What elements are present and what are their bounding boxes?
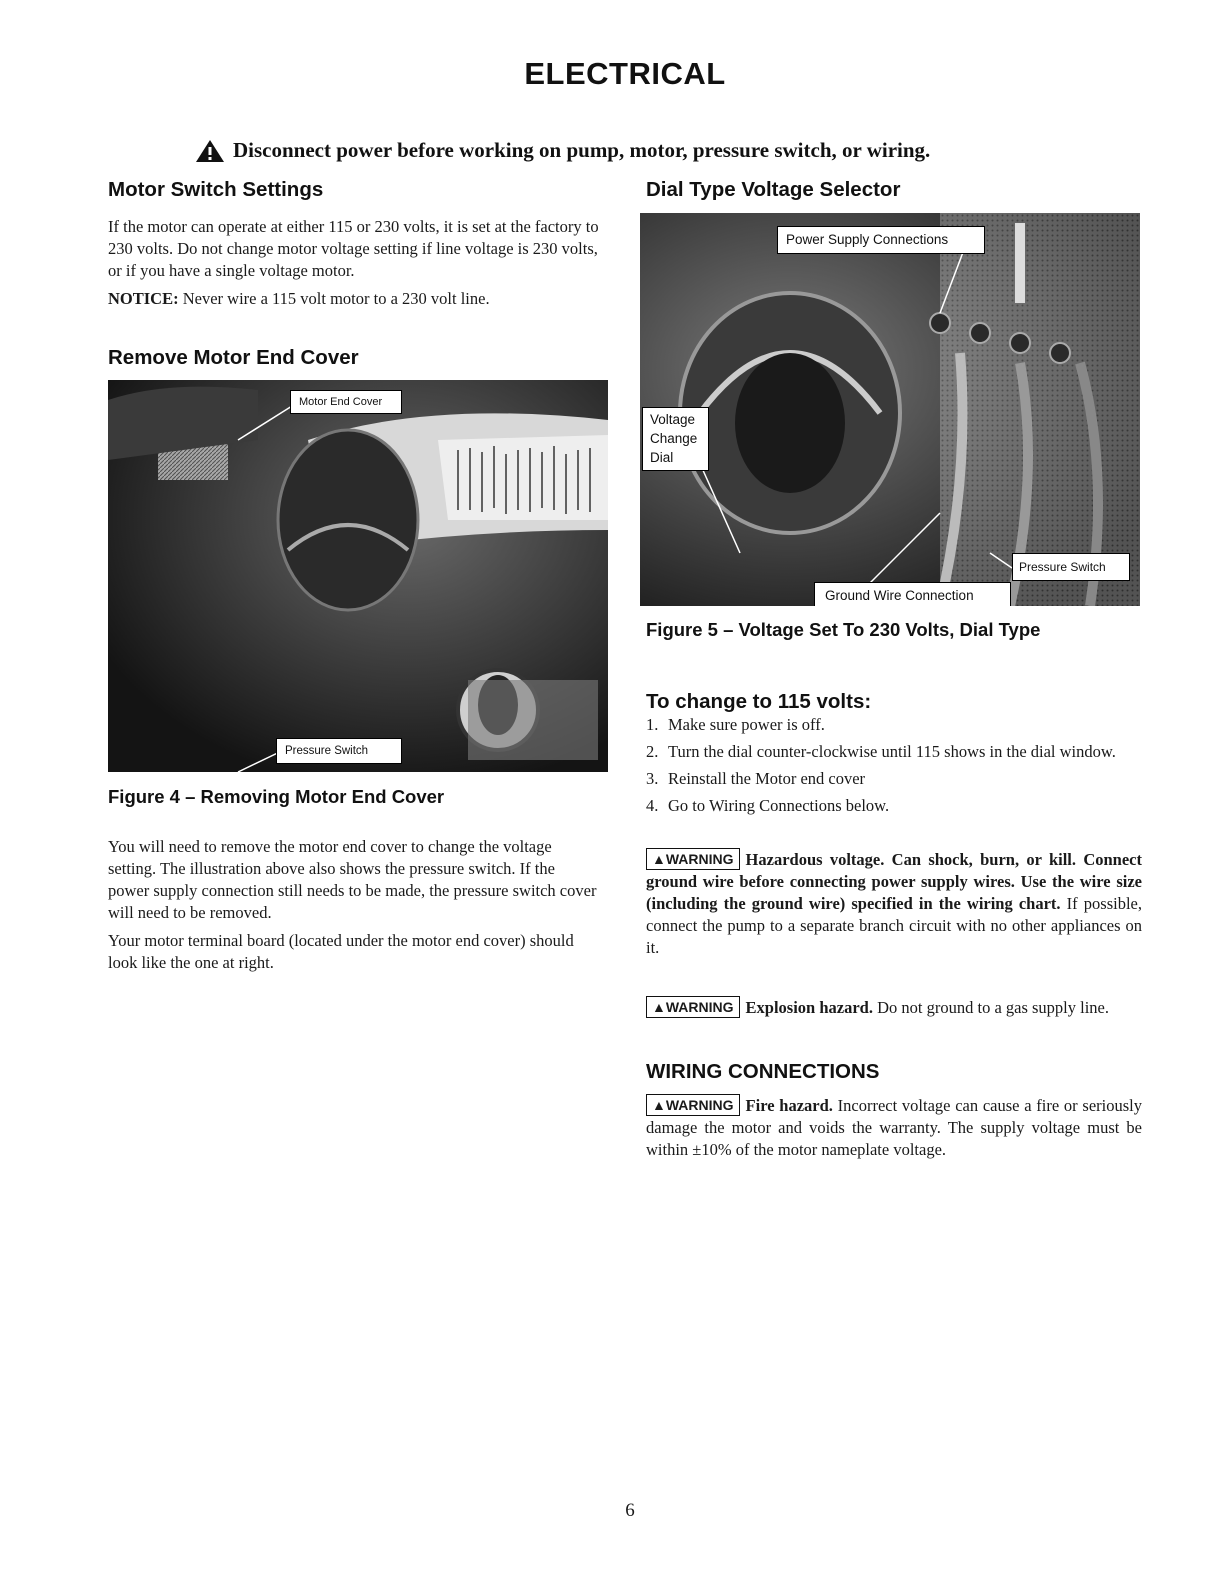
label-pressure-switch: Pressure Switch: [276, 738, 402, 764]
motor-switch-paragraph: If the motor can operate at either 115 or 230 volts, it is set at the factory to 230 volts. Do not change motor voltage setting if line voltage is 230 volts, or if you have a single voltage motor.: [108, 217, 599, 280]
dial-selector-heading: Dial Type Voltage Selector: [646, 178, 901, 201]
warning-3-text: Incorrect voltage can cause a fire or seriously damage the motor and voids the warranty. The supply voltage must be within ±10% of the motor nameplate voltage.: [646, 1096, 1142, 1159]
remove-cover-heading: Remove Motor End Cover: [108, 346, 359, 369]
change-115-steps: [646, 714, 1141, 822]
warning-1: [646, 848, 1142, 959]
step-item: [646, 795, 1141, 817]
danger-notice-text: Disconnect power before working on pump, motor, pressure switch, or wiring.: [233, 138, 931, 162]
label-pressure-switch-5: Pressure Switch: [1012, 553, 1130, 581]
label-ground-wire: Ground Wire Connection: [814, 582, 1011, 606]
figure-5-caption: Figure 5 – Voltage Set To 230 Volts, Dial Type: [646, 619, 1041, 640]
warning-badge-text: WARNING: [665, 999, 734, 1015]
motor-switch-heading: Motor Switch Settings: [108, 178, 324, 201]
change-115-heading: To change to 115 volts:: [646, 690, 872, 713]
warning-badge: ▲WARNING: [646, 1094, 740, 1116]
step-number: 4.: [646, 796, 659, 815]
figure-4-caption: Figure 4 – Removing Motor End Cover: [108, 786, 445, 807]
step-text: Reinstall the Motor end cover: [668, 769, 866, 788]
page-number: 6: [625, 1500, 635, 1521]
warning-1-bold: Hazardous voltage. Can shock, burn, or kill. Connect ground wire before connecting power supply wires. Use the wire size (including the ground wire) specified in the wiring chart.: [646, 850, 1142, 913]
warning-badge-text: WARNING: [665, 851, 734, 867]
warning-2-text: Do not ground to a gas supply line.: [872, 998, 1110, 1017]
label-voltage-dial: Voltage Change Dial: [642, 407, 709, 471]
step-number: 3.: [646, 769, 659, 788]
step-item: [646, 768, 1141, 790]
motor-photo-illustration: [108, 380, 608, 772]
step-text: Make sure power is off.: [668, 715, 825, 734]
figure-5-photo: [640, 213, 1140, 606]
dial-photo-illustration: [640, 213, 1140, 606]
warning-badge: ▲WARNING: [646, 848, 740, 870]
notice-text: Never wire a 115 volt motor to a 230 volt line.: [182, 289, 490, 308]
figure-4-photo: [108, 380, 608, 772]
motor-switch-section: [108, 216, 600, 316]
remove-cover-paragraph-1: You will need to remove the motor end cover to change the voltage setting. The illustration above also shows the pressure switch. If the power supply connection still needs to be made, the pressure switch cover will need to be removed.: [108, 837, 597, 922]
remove-cover-paragraph-2: Your motor terminal board (located under the motor end cover) should look like the one at right.: [108, 931, 574, 972]
step-text: Turn the dial counter-clockwise until 115 shows in the dial window.: [668, 742, 1116, 761]
warning-3-bold: Fire hazard.: [745, 1096, 833, 1115]
danger-notice: [195, 138, 930, 163]
label-motor-end-cover: Motor End Cover: [290, 390, 402, 414]
page-title: ELECTRICAL: [524, 56, 726, 91]
warning-triangle-icon: [195, 139, 225, 163]
warning-3: [646, 1094, 1142, 1161]
step-item: [646, 714, 1141, 736]
notice-label: NOTICE:: [108, 289, 179, 308]
warning-1-text: If possible, connect the pump to a separate branch circuit with no other appliances on it.: [646, 894, 1142, 957]
warning-2-bold: Explosion hazard.: [745, 998, 873, 1017]
warning-badge: ▲WARNING: [646, 996, 740, 1018]
warning-badge-text: WARNING: [665, 1097, 734, 1113]
notice-paragraph: [108, 288, 600, 310]
step-number: 1.: [646, 715, 659, 734]
label-power-supply: Power Supply Connections: [777, 226, 985, 254]
warning-2: [646, 996, 1142, 1019]
step-text: Go to Wiring Connections below.: [668, 796, 890, 815]
remove-cover-body: [108, 836, 600, 980]
wiring-heading: WIRING CONNECTIONS: [646, 1060, 880, 1083]
step-number: 2.: [646, 742, 659, 761]
step-item: [646, 741, 1141, 763]
